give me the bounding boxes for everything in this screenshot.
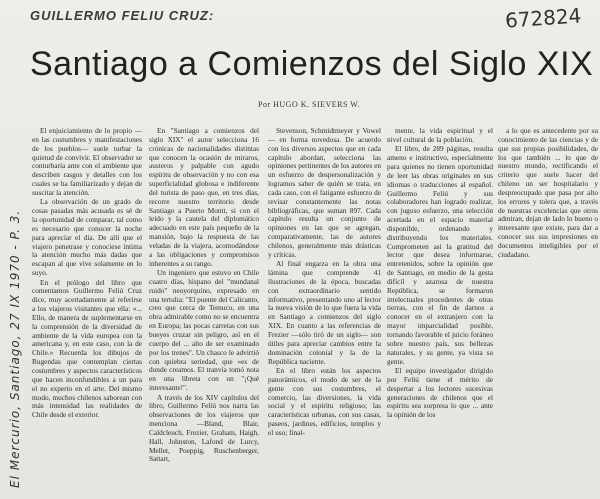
paragraph: Al final engarza en la obra una lámina que comprende 41 ilustraciones de la época, buscadas con extraordinario sentido informativo, presentando uno al lector la nueva visión de lo que fuera la vida en Santiago a comienzos del siglo XIX. En cuanto a las referencias de Frezier —sólo tiró de un siglo— son útiles para apreciar cambios entre la dominación colonial y la de la República naciente. [268, 259, 381, 366]
byline: Por HUGO K. SIEVERS W. [258, 100, 361, 109]
article-column-5 [498, 127, 598, 260]
handwritten-source-note: El Mercurio, Santiago, 27 IX 1970 - P. 3. [8, 209, 22, 488]
article-column-1 [32, 127, 142, 420]
handwritten-catalog-number: 672824 [504, 3, 583, 33]
paragraph: En el libro están los aspectos panorámicos, el modo de ser de la gente con sus costumbres, el comercio, las diversiones, la vida social y el espíritu religioso; las características urbanas, con sus casas, paseos, jardines, edificios, templos y el uso; final- [268, 365, 381, 437]
paragraph: a lo que es antecedente por su conocimiento de las ciencias y de que sus propias posibilidades, de los que también ... lo que de nuestro mundo, rectificando el criterio que suele hacer del chileno un ser hospitalario y despreocupado que pasa por alto los errores y tolera que, a través de nuestras excelencias que otros admiran, dejan de lado lo bueno o interesante que existe, para dar a conocer sus sus impresiones en documentos inteligibles por el ciudadano. [498, 126, 598, 259]
paragraph: En "Santiago a comienzos del siglo XIX" el autor selecciona 16 crónicas de nacionalidades distintas que conocen la ocasión de miraros, austeros y palpable con agudo espíritu de observación y no con esa superficialidad globosa e indiferente del turista de paso que, en tres días, recorre nuestro territorio desde Santiago a Puerto Montt, si con el leído y la cautela del diplomático adecuado en este país pequeño de la mansión, bajo la respuesta de las veladas de la viajera, acomodándose a las obligaciones y compromisos inherentes a su rango. [149, 126, 259, 268]
paragraph: A través de los XIV capítulos del libro, Guillermo Feliú nos narra las observaciones de los viajeros que menciona —Bland, Blair, Caldcleuch, Frezier, Graham, Haigh, Hall, Johnston, Lafond de Lurcy, Mellet, Poeppig, Ruschenberger, Sattart, [149, 392, 259, 464]
article-column-4 [387, 127, 493, 420]
article-column-2 [149, 127, 259, 464]
paragraph: Stevenson, Schmidtmeyer y Vowel— en forma novedosa. De acuerdo con los diversos aspectos que en cada capítulo abordan, selecciona las opiniones pertinentes de los autores en un esfuerzo de despersonalización y logramos saber de quién se trata, en cada caso, con el fatigante esfuerzo de revisar constantemente las notas bibliográficas, que suman 897. Cada capítulo resulta un conjunto de opiniones en las que se agregan, comparativamente, las de autores chilenos, generalmente más drásticas y críticas. [268, 126, 381, 259]
paragraph: En el prólogo del libro que comentamos Guillermo Feliú Cruz dice, muy acertadamente al referirse a los viajeros visitantes que ella: «... Ello, de manera de suplementarse en la comprensión de la diversidad de ambiente de la vida europea con la americana y, en este caso, con la de Chile.» Recuerda los dibujos de Rugendas que contemplan ciertas costumbres y aspectos característicos que hacen inconfundibles a un para el no experto en el arte. Del mismo modo, muchos chilenos saborean con más intensidad las realidades de Chile desde el exterior. [32, 277, 142, 420]
paragraph: El equipo investigador dirigido por Feliú tiene el mérito de despertar a los lectores sucesivas generaciones de chilenos que el espíritu sea sorpresa lo que ... ante la opinión de los [387, 365, 493, 420]
article-title: Santiago a Comienzos del Siglo XIX [30, 45, 594, 83]
author-kicker: GUILLERMO FELIU CRUZ: [30, 8, 215, 23]
paragraph: mente, la vida espiritual y el nivel cultural de la población. [387, 126, 493, 144]
paragraph: La observación de un grado de cosas pasadas más acusada es sé de la oportunidad de comparar, tal como es necesario que conocer la noche para apreciar el día. De allí que el viajero penetrase y conociese íntima la atención mucho más dadas que escapan al que vive solamente en lo suyo. [32, 197, 142, 278]
article-column-3 [268, 127, 381, 438]
paragraph: El enjuiciamiento de lo propio —en las costumbres y manifestaciones de los pueblos— suele turbar la quietud de convivir. El observador se conturbaría ante con el ambiente que describen rasgos y detalles con los cuales se ha familiarizado y dejan de suscitar la atención. [32, 126, 142, 197]
paragraph: Un ingeniero que estuvo en Chile cuatro días, hispano del "mundanal ruido" neoyorquino, expresado en una tertulia: "El puente del Calicanto, creo que cerca de Temuco, en una obra admirable como no se encuentra en Europa; las pocas carretas con sus bueyes cruzar sin peligro, así en el cuerpo del ... alto de ser examinado por los trenes". Un chasco le advirtió con quiebra seriedad, que «es de donde creamos. El tranvía tomó nota en una libreta con un "¡Qué interesante!". [149, 268, 259, 393]
paragraph: El libro, de 289 páginas, resulta ameno e instructivo, especialmente para quienes no tienen oportunidad de leer las obras originales en sus idiomas o traducciones al español. Guillermo Feliú y sus colaboradores han logrado realizar, con jugoso esfuerzo, una selección acertada en el espacio material disponible, ordenando y distribuyendo los materiales. Comprometen así la gratitud del lector que desea informarse, entretenidos, sobre la opinión que de Santiago, en medio de la gesta difícil y azarosa de nuestra República, se formaron intelectuales procedentes de otras tierras, con el fin de darnos a conocer en el extranjero con la mayor imparcialidad posible, tornando favorable el juicio foráneo sobre nuestro país, sus bellezas naturales, y su gente, ya vista su gente. [387, 144, 493, 366]
